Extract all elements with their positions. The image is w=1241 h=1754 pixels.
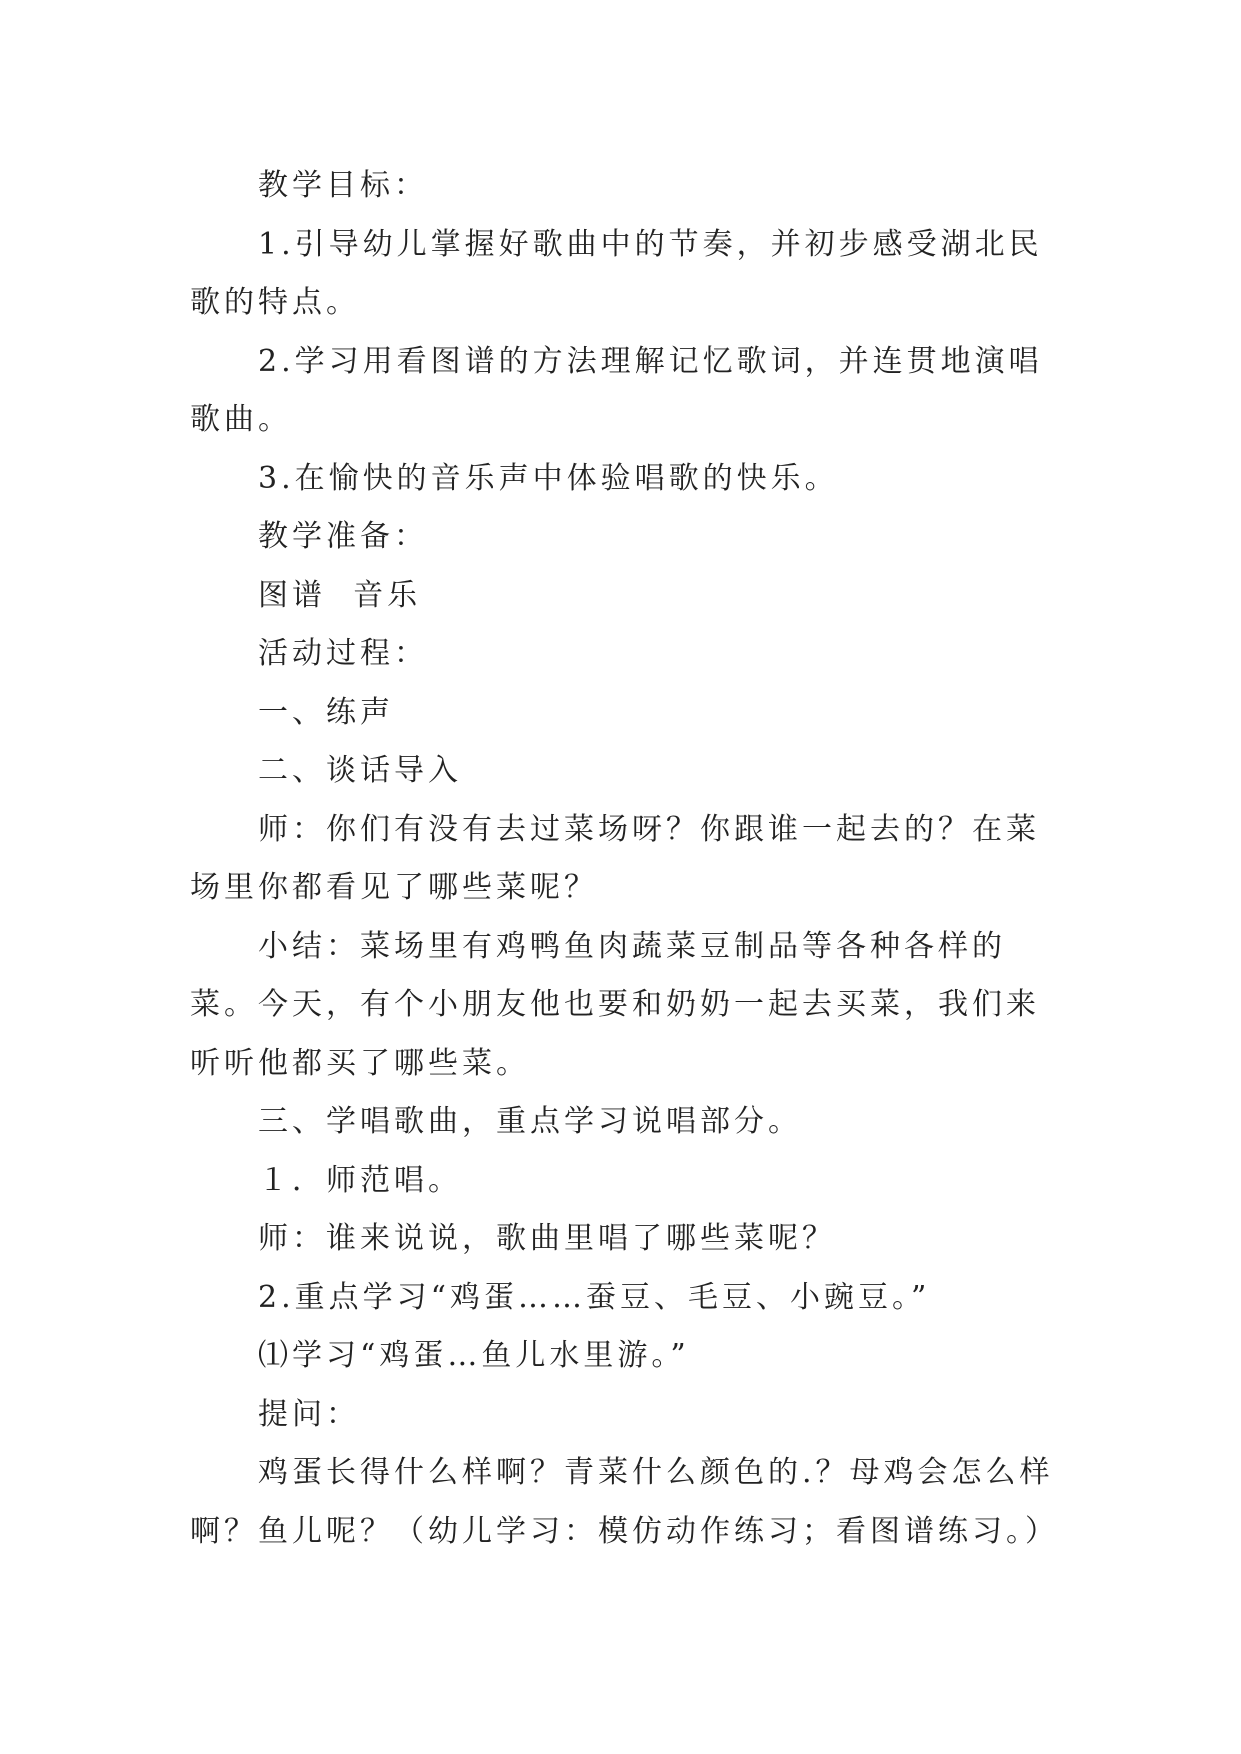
paragraph-step-1: 一、练声 <box>258 694 394 730</box>
paragraph-step-3: 三、学唱歌曲，重点学习说唱部分。 <box>258 1104 802 1139</box>
paragraph-goal-1: 1.引导幼儿掌握好歌曲中的节奏，并初步感受湖北民歌的特点。 <box>190 226 1043 320</box>
document-body <box>190 157 1070 1561</box>
paragraph-substep-2-1: ⑴学习“鸡蛋…鱼儿水里游。” <box>258 1338 690 1373</box>
paragraph-goal-2: 2.学习用看图谱的方法理解记忆歌词，并连贯地演唱歌曲。 <box>190 343 1043 437</box>
paragraph-process-heading: 活动过程： <box>258 636 428 671</box>
paragraph-teacher-ask: 师：谁来说说，歌曲里唱了哪些菜呢？ <box>258 1221 836 1256</box>
paragraph-questions: 鸡蛋长得什么样啊？青菜什么颜色的.？母鸡会怎么样啊？鱼儿呢？（幼儿学习：模仿动作练习；看图谱练习。） <box>190 1455 1059 1549</box>
paragraph-step-2: 二、谈话导入 <box>258 753 462 788</box>
paragraph-preparation-heading: 教学准备： <box>258 519 428 554</box>
paragraph-preparation-items: 图谱 音乐 <box>258 577 422 613</box>
paragraph-teaching-goals-heading: 教学目标： <box>258 168 428 203</box>
paragraph-summary: 小结：菜场里有鸡鸭鱼肉蔬菜豆制品等各种各样的菜。今天，有个小朋友他也要和奶奶一起去买菜，我们来听听他都买了哪些菜。 <box>190 928 1040 1081</box>
paragraph-questions-heading: 提问： <box>258 1396 360 1432</box>
paragraph-substep-1: １．师范唱。 <box>258 1162 462 1198</box>
paragraph-substep-2: 2.重点学习“鸡蛋……蚕豆、毛豆、小豌豆。” <box>258 1279 931 1315</box>
paragraph-goal-3: 3.在愉快的音乐声中体验唱歌的快乐。 <box>258 460 839 496</box>
paragraph-teacher-question: 师：你们有没有去过菜场呀？你跟谁一起去的？在菜场里你都看见了哪些菜呢？ <box>190 811 1040 905</box>
